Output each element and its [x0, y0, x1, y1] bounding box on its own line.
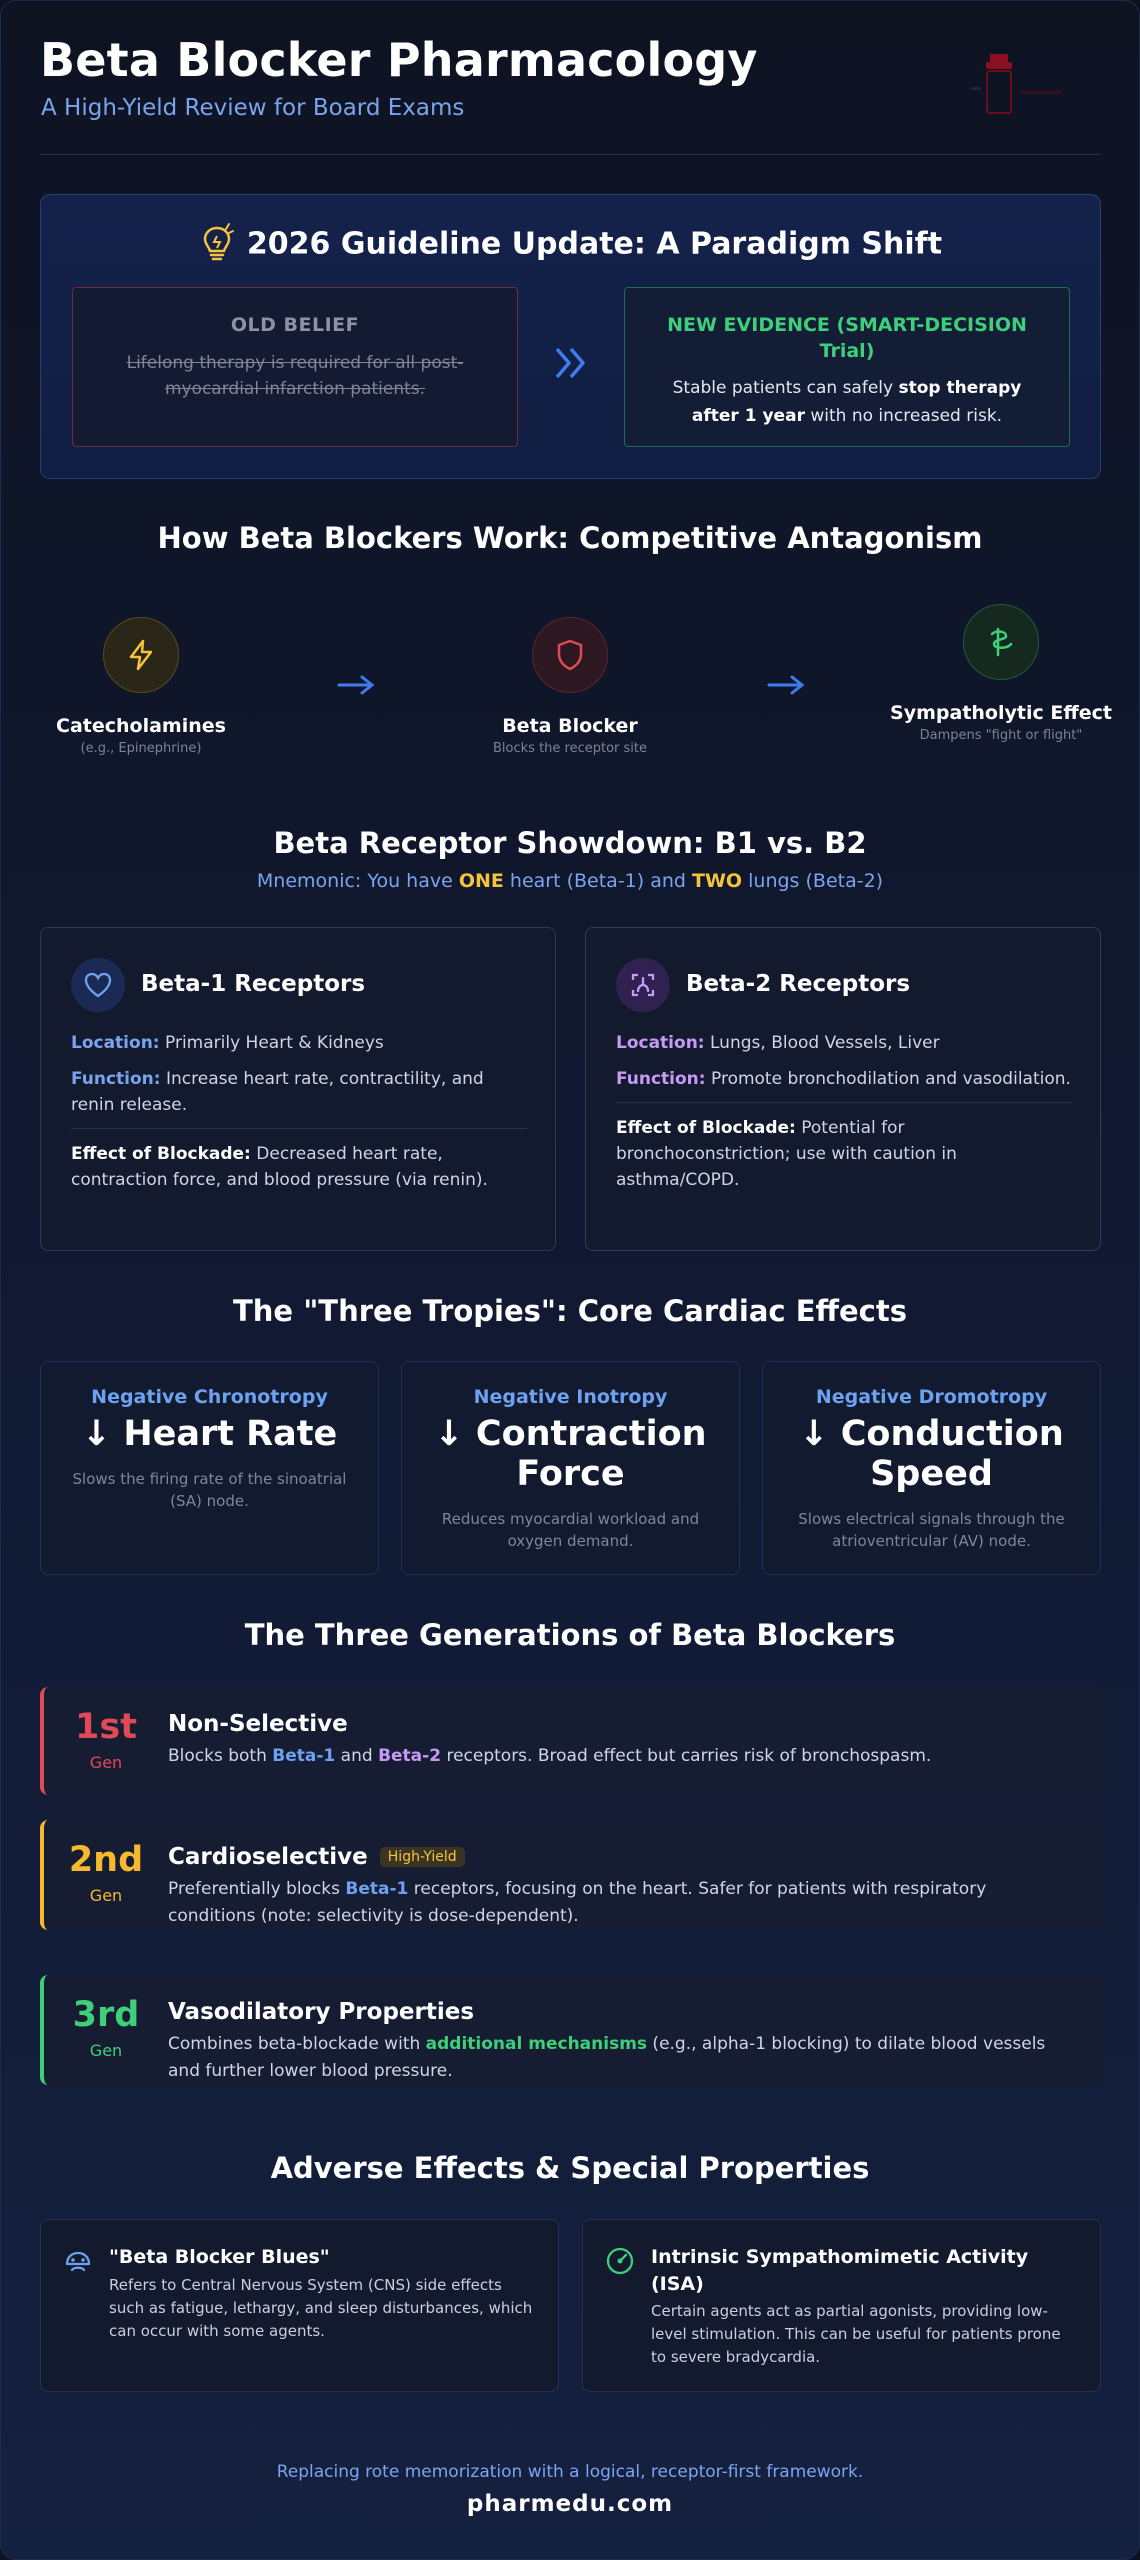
dromotropy-card: Negative Dromotropy ↓ Conduction Speed Slows electrical signals through the atrioventricular (AV) node. [762, 1361, 1101, 1575]
isa-card: Intrinsic Sympathomimetic Activity (ISA) Certain agents act as partial agonists, providing low-level stimulation. This can be useful for patients prone to severe bradycardia. [582, 2219, 1101, 2392]
shield-icon [532, 617, 608, 693]
guideline-update-panel [40, 194, 1101, 479]
old-belief-text: Lifelong therapy is required for all post-myocardial infarction patients. [126, 353, 464, 399]
new-evidence-box [624, 287, 1070, 447]
old-belief-label: OLD BELIEF [230, 314, 360, 336]
mechanism-step-catecholamines: Catecholamines (e.g., Epinephrine) [21, 617, 261, 756]
beta-blocker-blues-card: "Beta Blocker Blues" Refers to Central Nervous System (CNS) side effects such as fatigue, lethargy, and sleep disturbances, which can occur with some agents. [40, 2219, 559, 2392]
new-evidence-label: NEW EVIDENCE (SMART-DECISION Trial) [667, 314, 1027, 362]
arrow-right-icon [337, 673, 377, 697]
lightning-icon [103, 617, 179, 693]
beta1-receptor-card [40, 927, 556, 1251]
generation-row-2nd: 2nd Gen Cardioselective High-Yield Preferentially blocks Beta-1 receptors, focusing on the heart. Safer for patients with respiratory conditions (note: selectivity is dose-dependent). [40, 1820, 1104, 1930]
lungs-icon [616, 958, 670, 1012]
receptor-mnemonic: Mnemonic: You have ONE heart (Beta-1) and TWO lungs (Beta-2) [256, 870, 884, 892]
lightbulb-icon [199, 222, 235, 262]
generation-row-1st: 1st Gen Non-Selective Blocks both Beta-1 and Beta-2 receptors. Broad effect but carries risk of bronchospasm. [40, 1687, 1104, 1795]
chronotropy-card: Negative Chronotropy ↓ Heart Rate Slows the firing rate of the sinoatrial (SA) node. [40, 1361, 379, 1575]
header-divider [40, 154, 1100, 155]
medicine-bottle-icon [941, 51, 1140, 121]
generation-row-3rd: 3rd Gen Vasodilatory Properties Combines beta-blockade with additional mechanisms (e.g., alpha-1 blocking) to dilate blood vessels and further lower blood pressure. [40, 1975, 1104, 2085]
beta1-details: Location: Primarily Heart & Kidneys Function: Increase heart rate, contractility, and renin release. Effect of Blockade: Decreased heart rate, contraction force, and blood pressure (via renin). [71, 1030, 527, 1203]
heart-icon [71, 958, 125, 1012]
mechanism-step-sympatholytic: Sympatholytic Effect Dampens "fight or flight" [881, 604, 1121, 743]
beta2-title: Beta-2 Receptors [686, 971, 911, 997]
calm-icon [963, 604, 1039, 680]
guideline-title: 2026 Guideline Update: A Paradigm Shift [41, 225, 1100, 265]
beta2-details: Location: Lungs, Blood Vessels, Liver Function: Promote bronchodilation and vasodilation. Effect of Blockade: Potential for bronchoconstriction; use with caution in asthma/COPD. [616, 1033, 1071, 1190]
mechanism-step-beta-blocker: Beta Blocker Blocks the receptor site [450, 617, 690, 756]
high-yield-badge: High-Yield [380, 1847, 465, 1867]
beta2-receptor-card [585, 927, 1101, 1251]
generation-desc: Blocks both Beta-1 and Beta-2 receptors. Broad effect but carries risk of bronchospasm. [168, 1746, 932, 1766]
sad-face-icon [63, 2246, 93, 2276]
arrow-right-icon [767, 673, 807, 697]
beta1-title: Beta-1 Receptors [141, 971, 366, 997]
gauge-icon [605, 2246, 635, 2276]
old-belief-box [72, 287, 518, 447]
tropies-heading: The "Three Tropies": Core Cardiac Effects [233, 1294, 907, 1328]
footer-site-link[interactable]: pharmedu.com [466, 2491, 674, 2517]
footer-tagline: Replacing rote memorization with a logical, receptor-first framework. [276, 2462, 864, 2482]
mechanism-heading: How Beta Blockers Work: Competitive Antagonism [157, 521, 983, 555]
new-evidence-text: Stable patients can safely stop therapy after 1 year with no increased risk. [672, 378, 1022, 426]
receptors-heading: Beta Receptor Showdown: B1 vs. B2 [273, 826, 867, 860]
generation-desc: Combines beta-blockade with additional mechanisms (e.g., alpha-1 blocking) to dilate blood vessels and further lower blood pressure. [168, 2034, 1046, 2081]
page-title: Beta Blocker Pharmacology [40, 33, 758, 87]
double-chevron-right-icon [551, 343, 591, 383]
page-subtitle: A High-Yield Review for Board Exams [41, 95, 465, 121]
generations-heading: The Three Generations of Beta Blockers [244, 1618, 896, 1652]
adverse-heading: Adverse Effects & Special Properties [270, 2151, 870, 2185]
generation-desc: Preferentially blocks Beta-1 receptors, focusing on the heart. Safer for patients with respiratory conditions (note: selectivity is dose-dependent). [168, 1879, 987, 1926]
inotropy-card: Negative Inotropy ↓ Contraction Force Reduces myocardial workload and oxygen demand. [401, 1361, 740, 1575]
